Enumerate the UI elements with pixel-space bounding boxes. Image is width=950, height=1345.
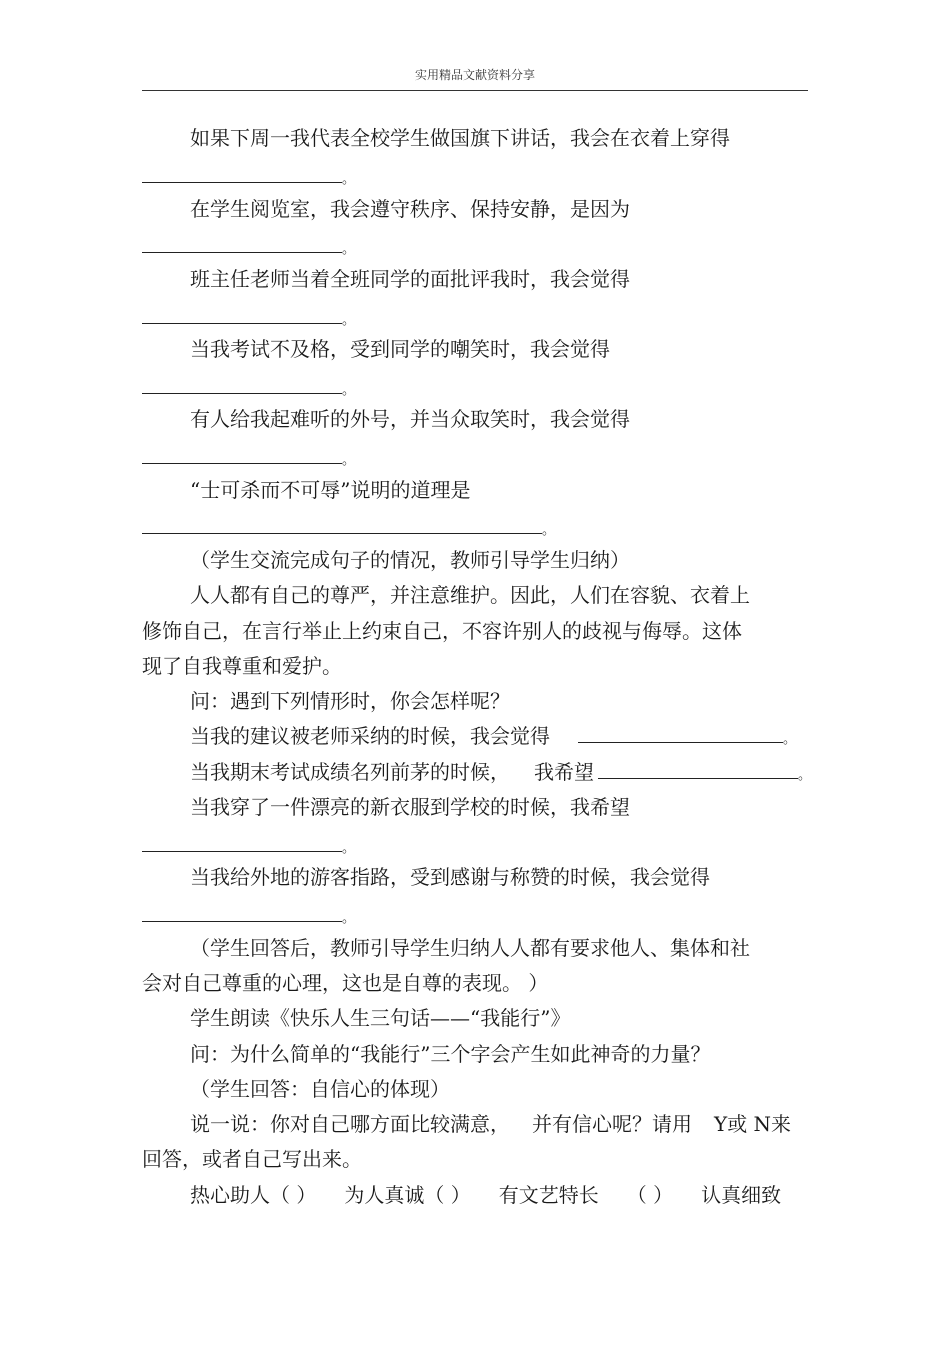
blank-line-6: 。 (142, 514, 555, 544)
question-line: 问：遇到下列情形时，你会怎样呢？ (190, 689, 510, 713)
prompt-line-7: 当我的建议被老师采纳的时候，我会觉得 。 (190, 724, 797, 748)
prompt-line-5: 有人给我起难听的外号，并当众取笑时，我会觉得 (190, 407, 630, 431)
question-line-2: 问：为什么简单的“我能行”三个字会产生如此神奇的力量？ (190, 1042, 711, 1066)
trait-item: 为人真诚（ ） (344, 1183, 471, 1207)
blank-line-2: 。 (142, 233, 355, 263)
trait-item: 认真细致 (701, 1183, 782, 1207)
page-header: 实用精品文献资料分享 (414, 68, 535, 82)
paragraph-line-2: 修饰自己，在言行举止上约束自己，不容许别人的歧视与侮辱。这体 (142, 619, 742, 643)
blank-line-4: 。 (142, 374, 355, 404)
prompt-line-2: 在学生阅览室，我会遵守秩序、保持安静，是因为 (190, 197, 630, 221)
prompt-line-10: 当我给外地的游客指路，受到感谢与称赞的时候，我会觉得 (190, 865, 710, 889)
paragraph-line-1: 人人都有自己的尊严，并注意维护。因此，人们在容貌、衣着上 (190, 583, 750, 607)
trait-item: 热心助人（ ） (190, 1183, 317, 1207)
reading-line: 学生朗读《快乐人生三句话——“我能行”》 (190, 1006, 571, 1030)
header-divider (142, 90, 808, 91)
paragraph-line-3: 现了自我尊重和爱护。 (142, 654, 342, 678)
blank-line-3: 。 (142, 304, 355, 334)
trait-paren: （ ） (626, 1183, 674, 1207)
answer-note: （学生回答：自信心的体现） (190, 1077, 450, 1101)
blank-line-1: 。 (142, 163, 355, 193)
trait-row (190, 1182, 781, 1208)
teacher-note-2-line-1: （学生回答后，教师引导学生归纳人人都有要求他人、集体和社 (190, 936, 750, 960)
prompt-line-1: 如果下周一我代表全校学生做国旗下讲话，我会在衣着上穿得 (190, 126, 730, 150)
teacher-note-2-line-2: 会对自己尊重的心理，这也是自尊的表现。 ） (142, 971, 549, 995)
prompt-line-4: 当我考试不及格，受到同学的嘲笑时，我会觉得 (190, 337, 610, 361)
blank-line-5: 。 (142, 444, 355, 474)
trait-item: 有文艺特长 (498, 1183, 599, 1207)
blank-line-10: 。 (142, 902, 355, 932)
prompt-line-9: 当我穿了一件漂亮的新衣服到学校的时候，我希望 (190, 795, 630, 819)
teacher-note-1: （学生交流完成句子的情况，教师引导学生归纳） (190, 548, 630, 572)
instruction-line-1: 说一说：你对自己哪方面比较满意， 并有信心呢？请用 Y或 N来 (190, 1112, 792, 1136)
instruction-line-2: 回答，或者自己写出来。 (142, 1147, 362, 1171)
prompt-line-3: 班主任老师当着全班同学的面批评我时，我会觉得 (190, 267, 630, 291)
prompt-line-8: 当我期末考试成绩名列前茅的时候， 我希望 。 (190, 760, 812, 784)
blank-line-9: 。 (142, 832, 355, 862)
prompt-line-6: “士可杀而不可辱”说明的道理是 (190, 478, 471, 502)
